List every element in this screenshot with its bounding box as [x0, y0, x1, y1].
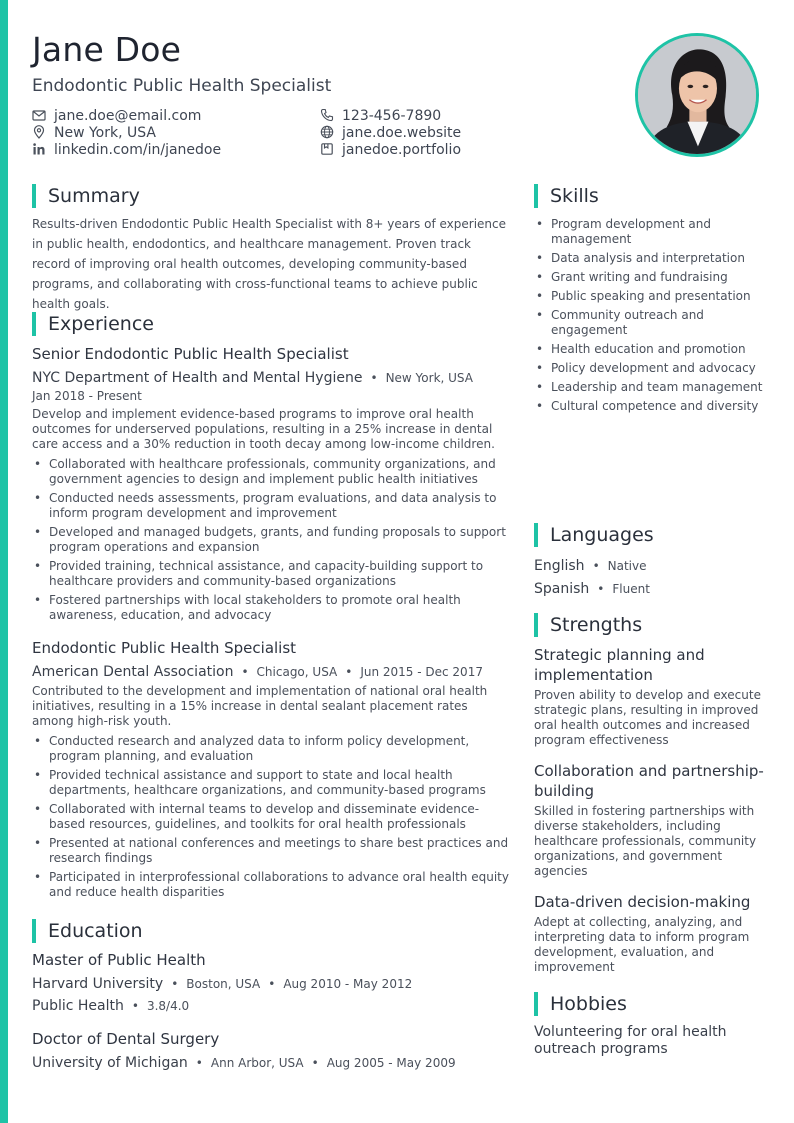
language-name: Spanish	[534, 581, 590, 597]
skill-item: • Program development and management	[534, 217, 774, 247]
phone-icon	[320, 108, 335, 122]
skill-item: • Community outreach and engagement	[534, 308, 774, 338]
skills-heading: Skills	[550, 185, 599, 207]
skill-item: • Data analysis and interpretation	[534, 251, 774, 266]
section-accent	[534, 613, 538, 637]
contact-linkedin[interactable]: linkedin.com/in/janedoe	[32, 142, 221, 158]
education-entry	[32, 951, 512, 1014]
job-description: Develop and implement evidence-based programs to improve oral health outcomes for underserved populations, resulting in a 25% increase in dental care access and a 30% reduction in tooth decay among low-income children.	[32, 407, 495, 451]
resume-name: Jane Doe	[32, 30, 182, 69]
separator-dot: •	[268, 977, 276, 991]
resume-title: Endodontic Public Health Specialist	[32, 76, 332, 96]
hobbies-section	[534, 992, 774, 1058]
education-dates: Aug 2005 - May 2009	[326, 1056, 456, 1070]
skill-item: • Public speaking and presentation	[534, 289, 774, 304]
strength-description: Adept at collecting, analyzing, and interpreting data to inform program development, evaluation, and improvement	[534, 915, 750, 974]
portfolio-icon	[320, 142, 335, 156]
field-of-study: Public Health	[32, 998, 124, 1014]
education-section	[32, 919, 512, 1071]
degree: Master of Public Health	[32, 951, 206, 969]
education-entry	[32, 1030, 512, 1071]
contact-location: New York, USA	[32, 125, 156, 141]
summary-heading: Summary	[48, 185, 140, 207]
school-location: Ann Arbor, USA	[210, 1056, 304, 1070]
section-accent	[32, 919, 36, 943]
skill-item: • Policy development and advocacy	[534, 361, 774, 376]
strength-item	[534, 892, 774, 975]
list-item: • Provided technical assistance and support to state and local health departments, healthcare organizations, and community-based programs	[32, 768, 512, 798]
contact-website[interactable]: jane.doe.website	[320, 125, 461, 141]
globe-icon	[320, 125, 335, 139]
job-entry	[32, 639, 512, 900]
job-entry	[32, 345, 512, 623]
skill-item: • Leadership and team management	[534, 380, 774, 395]
list-item: • Collaborated with healthcare professionals, community organizations, and government agencies to design and implement public health initiatives	[32, 457, 512, 487]
languages-section	[534, 523, 774, 597]
separator-dot: •	[370, 371, 378, 385]
list-item: • Fostered partnerships with local stakeholders to promote oral health awareness, education, and advocacy	[32, 593, 512, 623]
experience-section	[32, 312, 512, 904]
accent-bar	[0, 0, 8, 1123]
separator-dot: •	[171, 977, 179, 991]
degree: Doctor of Dental Surgery	[32, 1030, 220, 1048]
school-location: Boston, USA	[186, 977, 261, 991]
skill-item: • Cultural competence and diversity	[534, 399, 774, 414]
list-item: • Presented at national conferences and meetings to share best practices and research findings	[32, 836, 512, 866]
location-icon	[32, 125, 47, 139]
skill-item: • Grant writing and fundraising	[534, 270, 774, 285]
skills-list	[534, 217, 774, 414]
job-title: Endodontic Public Health Specialist	[32, 639, 297, 657]
separator-dot: •	[345, 665, 353, 679]
contact-email[interactable]: jane.doe@email.com	[32, 108, 201, 124]
job-title: Senior Endodontic Public Health Specialist	[32, 345, 349, 363]
school: Harvard University	[32, 976, 164, 992]
strength-item	[534, 645, 774, 748]
separator-dot: •	[195, 1056, 203, 1070]
hobbies-text: Volunteering for oral health outreach programs	[534, 1024, 727, 1057]
strength-item	[534, 761, 774, 879]
summary-section	[32, 184, 512, 314]
separator-dot: •	[131, 999, 139, 1013]
linkedin-icon	[32, 142, 47, 156]
strength-title: Strategic planning and implementation	[534, 646, 705, 684]
strength-title: Data-driven decision-making	[534, 893, 751, 911]
separator-dot: •	[311, 1056, 319, 1070]
job-org: NYC Department of Health and Mental Hygiene	[32, 370, 363, 386]
section-accent	[534, 523, 538, 547]
language-name: English	[534, 558, 585, 574]
job-dates: Jun 2015 - Dec 2017	[360, 665, 483, 679]
strengths-heading: Strengths	[550, 614, 643, 636]
contact-portfolio[interactable]: janedoe.portfolio	[320, 142, 461, 158]
profile-photo	[635, 33, 759, 157]
separator-dot: •	[592, 559, 600, 573]
language-level: Fluent	[612, 582, 650, 596]
job-location: Chicago, USA	[256, 665, 338, 679]
strength-description: Skilled in fostering partnerships with diverse stakeholders, including healthcare professionals, community organizations, and government agencies	[534, 804, 757, 878]
hobbies-heading: Hobbies	[550, 993, 627, 1015]
experience-heading: Experience	[48, 313, 154, 335]
separator-dot: •	[241, 665, 249, 679]
list-item: • Participated in interprofessional collaborations to advance oral health equity and reduce health disparities	[32, 870, 512, 900]
job-dates: Jan 2018 - Present	[32, 389, 142, 403]
gpa: 3.8/4.0	[146, 999, 190, 1013]
skills-section	[534, 184, 774, 418]
education-heading: Education	[48, 920, 143, 942]
language-item	[534, 578, 774, 597]
section-accent	[534, 992, 538, 1016]
school: University of Michigan	[32, 1055, 188, 1071]
list-item: • Developed and managed budgets, grants, and funding proposals to support program operations and expansion	[32, 525, 512, 555]
strengths-section	[534, 613, 774, 975]
separator-dot: •	[597, 582, 605, 596]
job-bullets	[32, 457, 512, 623]
strength-title: Collaboration and partnership-building	[534, 762, 764, 800]
list-item: • Conducted needs assessments, program evaluations, and data analysis to inform program development and improvement	[32, 491, 512, 521]
job-description: Contributed to the development and implementation of national oral health initiatives, resulting in a 15% increase in dental sealant placement rates among high-risk youth.	[32, 684, 488, 728]
list-item: • Conducted research and analyzed data to inform policy development, program planning, and evaluation	[32, 734, 512, 764]
list-item: • Collaborated with internal teams to develop and disseminate evidence-based resources, guidelines, and toolkits for oral health professionals	[32, 802, 512, 832]
job-bullets	[32, 734, 512, 900]
job-location: New York, USA	[385, 371, 473, 385]
section-accent	[32, 184, 36, 208]
strength-description: Proven ability to develop and execute strategic plans, resulting in improved oral health outcomes and increased program effectiveness	[534, 688, 761, 747]
skill-item: • Health education and promotion	[534, 342, 774, 357]
language-level: Native	[607, 559, 647, 573]
contact-phone[interactable]: 123-456-7890	[320, 108, 441, 124]
email-icon	[32, 108, 47, 122]
section-accent	[32, 312, 36, 336]
education-dates: Aug 2010 - May 2012	[283, 977, 413, 991]
section-accent	[534, 184, 538, 208]
languages-heading: Languages	[550, 524, 654, 546]
language-item	[534, 555, 774, 574]
summary-text: Results-driven Endodontic Public Health Specialist with 8+ years of experience in public health, endodontics, and healthcare management. Proven track record of improving oral health outcomes, developing community-based programs, and collaborating with cross-functional teams to achieve public health goals.	[32, 217, 507, 311]
list-item: • Provided training, technical assistance, and capacity-building support to healthcare providers and community-based organizations	[32, 559, 512, 589]
job-org: American Dental Association	[32, 664, 234, 680]
